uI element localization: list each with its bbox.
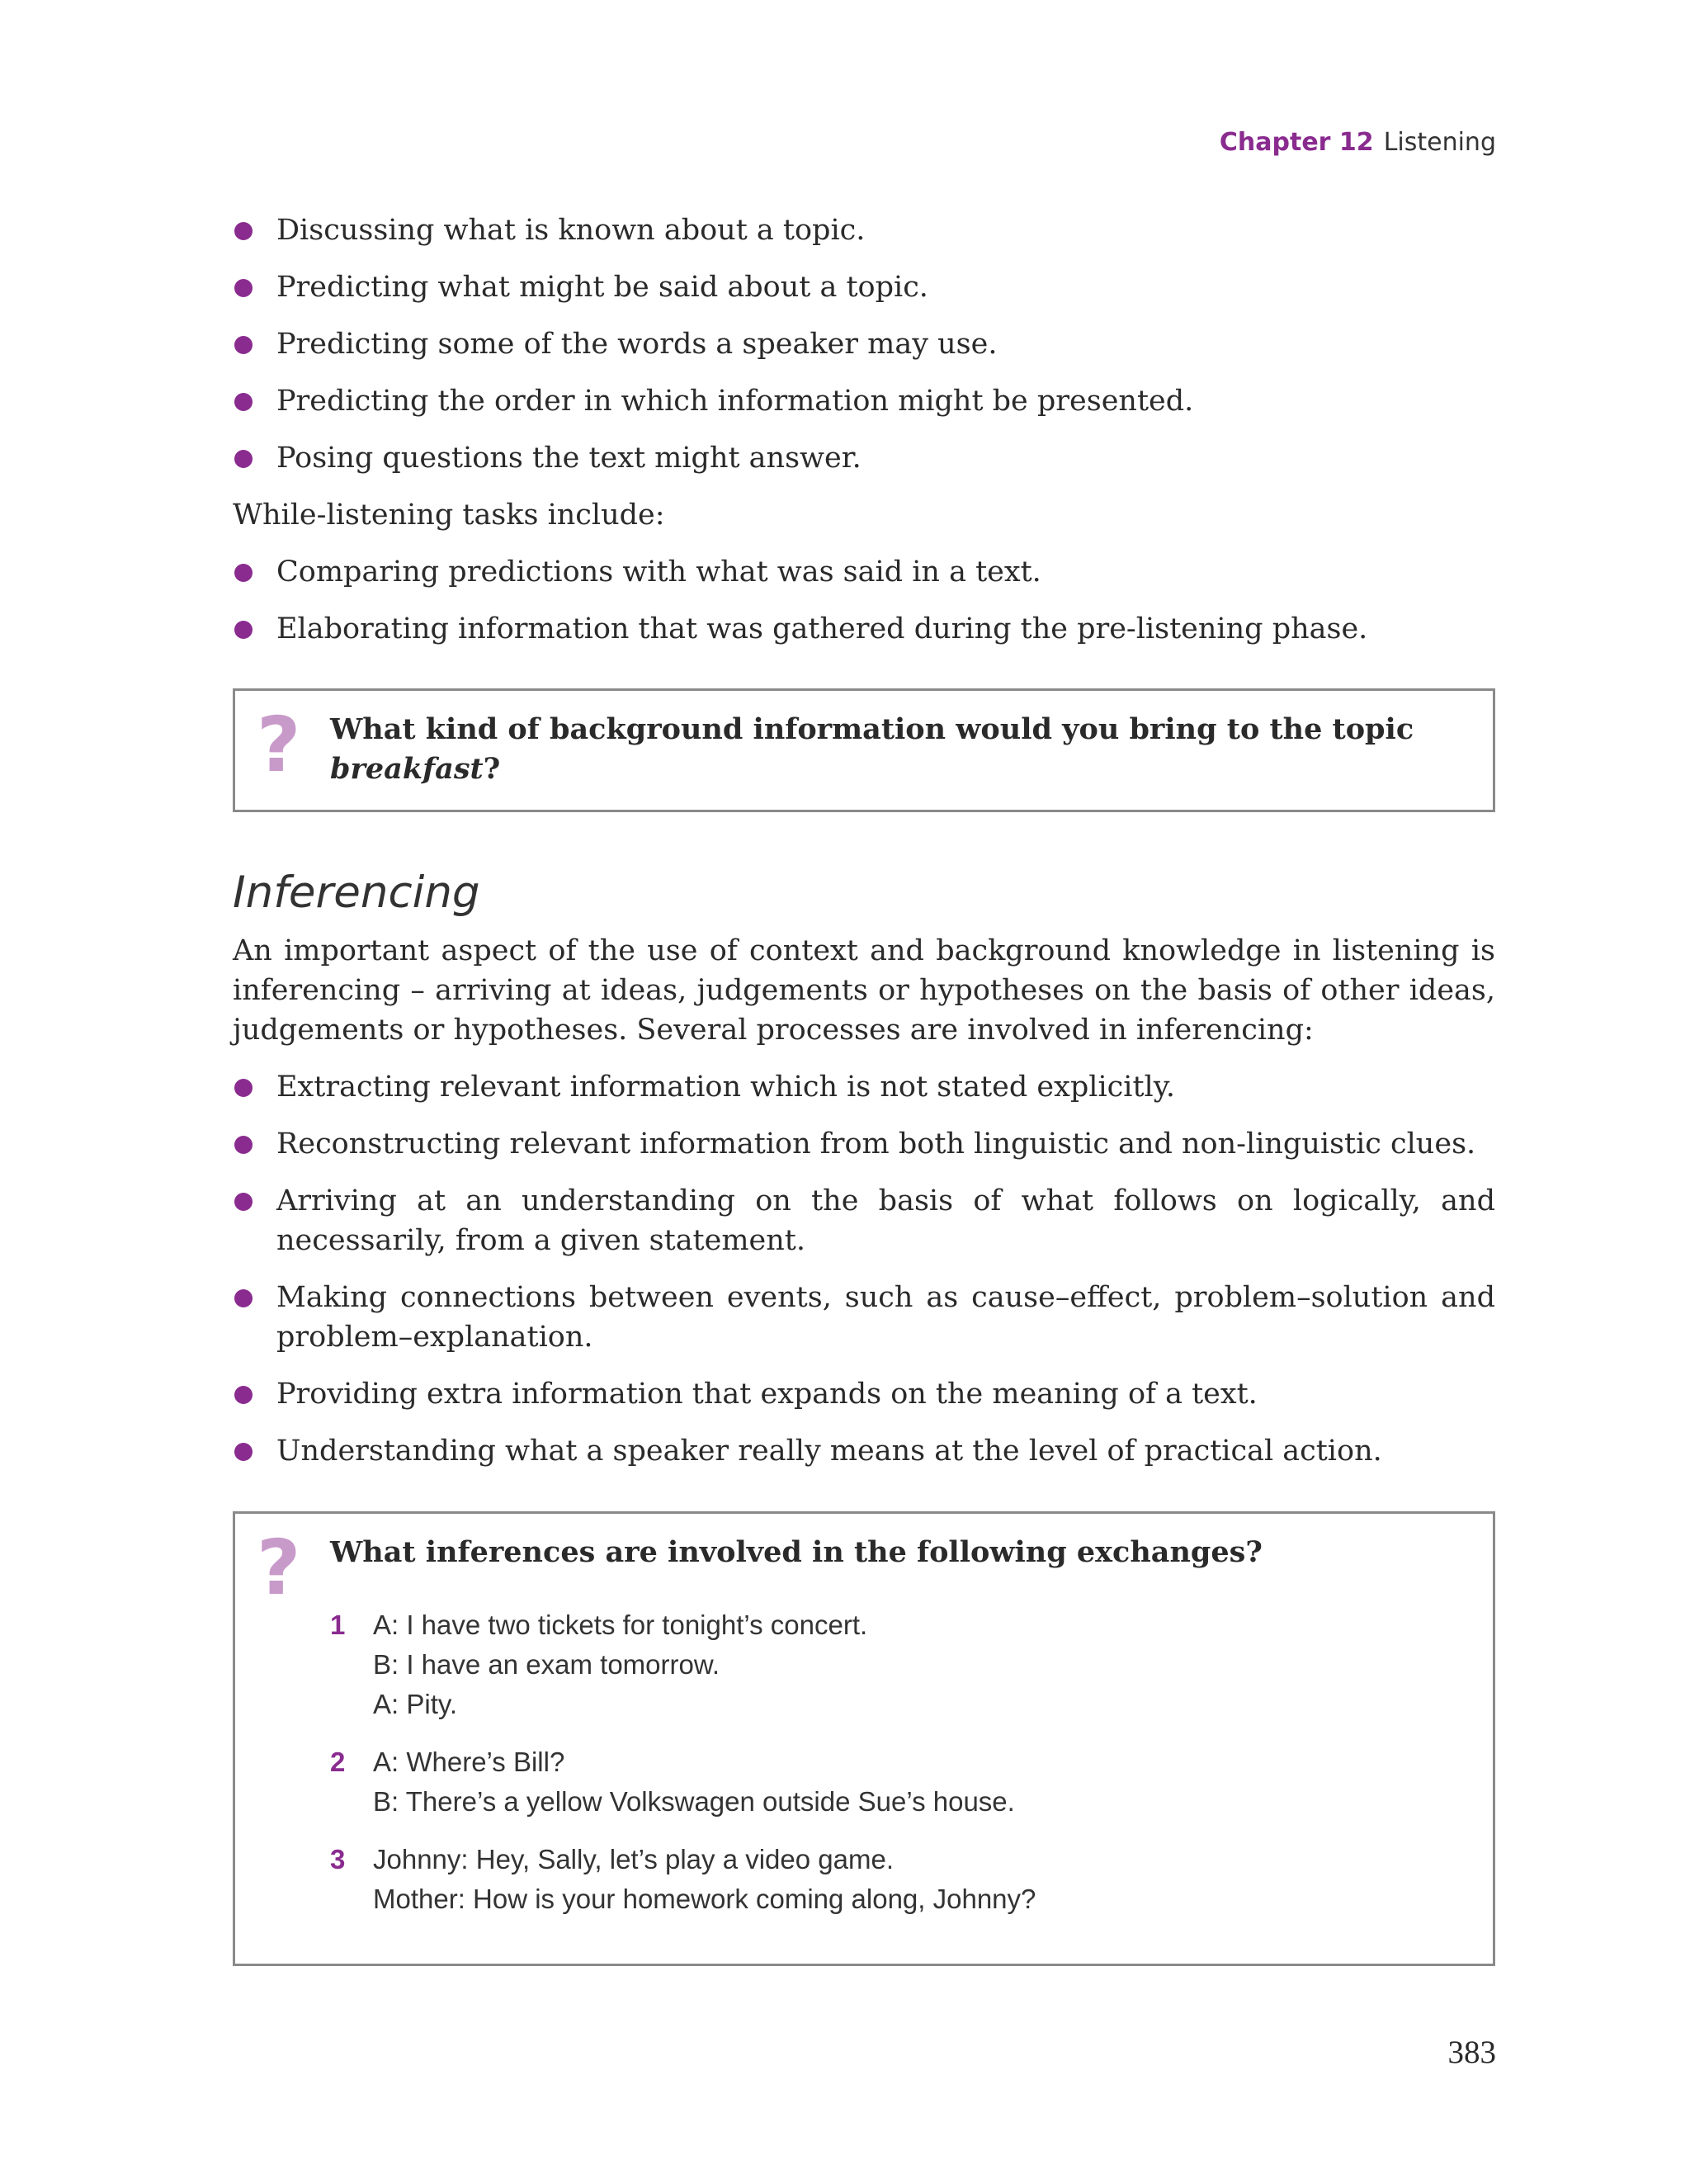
exchange-line: B: There’s a yellow Volkswagen outside Sue’s house.	[373, 1786, 1015, 1817]
exchange-line: A: Pity.	[373, 1689, 458, 1719]
while-listening-list	[233, 552, 1495, 649]
list-item: Reconstructing relevant information from both linguistic and non-linguistic clues.	[233, 1124, 1495, 1164]
question-text-end: ?	[483, 752, 501, 786]
question-text	[330, 710, 1493, 789]
section-intro: An important aspect of the use of context and background knowledge in listening is inferencing – arriving at ideas, judgements or hypotheses on the basis of other ideas, judgements or hypotheses. Several processes are involved in inferencing:	[233, 934, 1495, 1047]
exchange-item	[330, 1840, 1493, 1919]
list-item: Making connections between events, such as cause–effect, problem–solution and problem–explanation.	[233, 1278, 1495, 1357]
question-keyword: breakfast	[330, 752, 484, 786]
list-item: Predicting some of the words a speaker may use.	[233, 324, 1495, 364]
question-text-start: What kind of background information would you bring to the topic	[330, 712, 1414, 746]
list-item: Discussing what is known about a topic.	[233, 210, 1495, 250]
while-listening-intro: While-listening tasks include:	[233, 499, 665, 532]
list-item: Providing extra information that expands on the meaning of a text.	[233, 1374, 1495, 1414]
exchange-line: A: Where’s Bill?	[373, 1747, 565, 1777]
page-content	[233, 210, 1495, 1966]
list-item: Extracting relevant information which is not stated explicitly.	[233, 1067, 1495, 1107]
exchange-line: B: I have an exam tomorrow.	[373, 1649, 720, 1680]
list-item: Understanding what a speaker really means at the level of practical action.	[233, 1431, 1495, 1471]
question-box-inferences	[233, 1511, 1495, 1966]
exchange-line: A: I have two tickets for tonight’s concert.	[373, 1610, 868, 1640]
chapter-label: Chapter 12	[1219, 128, 1374, 157]
exchange-list	[330, 1605, 1493, 1919]
exchange-number: 1	[330, 1610, 346, 1640]
question-mark-icon: ?	[257, 701, 301, 789]
list-item: Predicting what might be said about a topic.	[233, 267, 1495, 307]
exchange-number: 3	[330, 1844, 346, 1874]
question-mark-icon: ?	[257, 1524, 301, 1612]
question-text: What inferences are involved in the following exchanges?	[330, 1535, 1263, 1569]
exchange-item	[330, 1605, 1493, 1724]
list-item: Predicting the order in which information might be presented.	[233, 381, 1495, 421]
list-item: Arriving at an understanding on the basis of what follows on logically, and necessarily, from a given statement.	[233, 1181, 1495, 1260]
running-head	[1220, 128, 1496, 157]
section-heading: Inferencing	[233, 867, 480, 918]
exchange-number: 2	[330, 1747, 346, 1777]
inferencing-list	[233, 1067, 1495, 1471]
exchange-line: Mother: How is your homework coming along, Johnny?	[373, 1884, 1036, 1914]
page-number: 383	[1447, 2035, 1496, 2070]
chapter-title: Listening	[1383, 128, 1496, 157]
question-box-breakfast	[233, 688, 1495, 812]
list-item: Elaborating information that was gathered during the pre-listening phase.	[233, 609, 1495, 649]
exchange-item	[330, 1742, 1493, 1822]
exchange-line: Johnny: Hey, Sally, let’s play a video game.	[373, 1844, 894, 1874]
list-item: Comparing predictions with what was said in a text.	[233, 552, 1495, 592]
pre-listening-list	[233, 210, 1495, 478]
list-item: Posing questions the text might answer.	[233, 438, 1495, 478]
